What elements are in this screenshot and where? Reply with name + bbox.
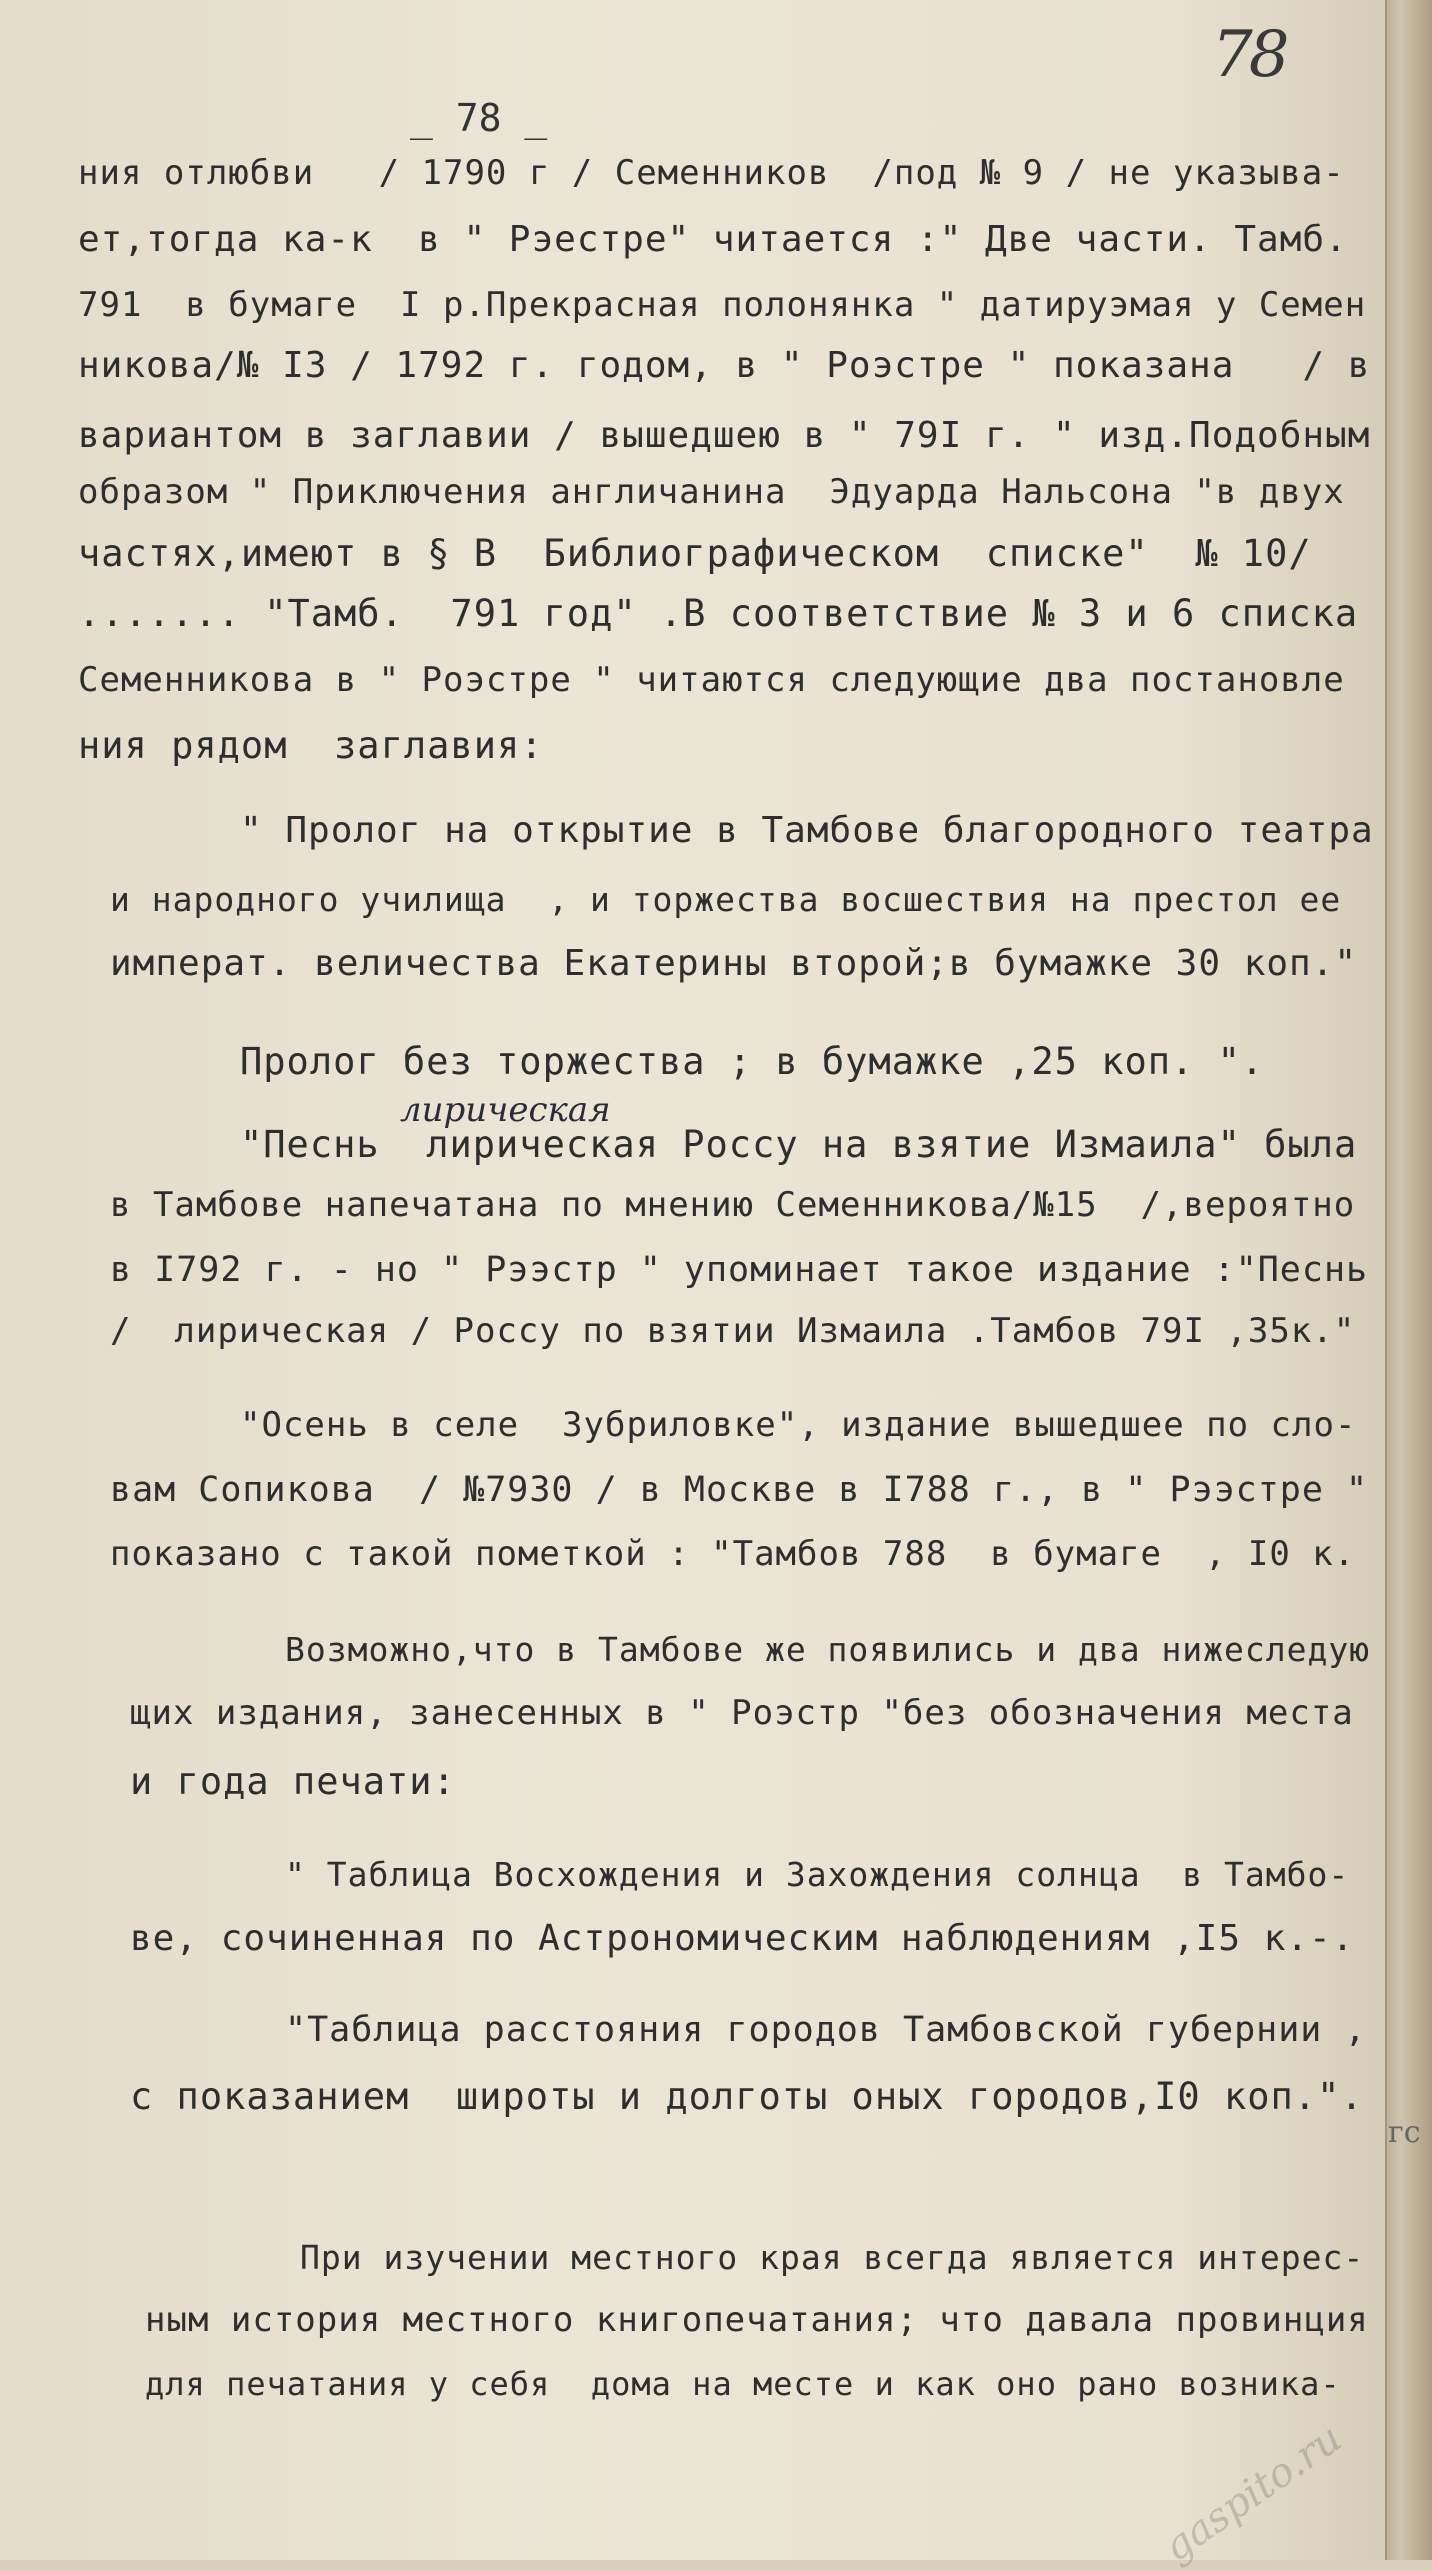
text-line: "Осень в селе Зубриловке", издание вышедшее по сло-	[240, 1405, 1357, 1445]
text-line: " Таблица Восхождения и Захождения солнца в Тамбо-	[285, 1855, 1350, 1894]
text-line: в Тамбове напечатана по мнению Семенникова/№15 /,вероятно	[110, 1185, 1356, 1225]
text-line: / лирическая / Россу по взятии Измаила .Тамбов 79I ,35к."	[110, 1311, 1356, 1351]
margin-mark: гс	[1388, 2115, 1421, 2150]
page-number: _ 78 _	[410, 96, 548, 140]
text-line: частях,имеют в § В Библиографическом списке" № 10/	[78, 532, 1312, 575]
text-line: показано с такой пометкой : "Тамбов 788 в бумаге , I0 к.	[110, 1534, 1356, 1574]
text-line: ве, сочиненная по Астрономическим наблюдениям ,I5 к.-.	[130, 1918, 1355, 1959]
text-line: образом " Приключения англичанина Эдуарда Нальсона "в двух	[78, 472, 1345, 512]
text-line: "Песнь лирическая Россу на взятие Измаила" была	[240, 1123, 1358, 1166]
text-line: с показанием широты и долготы оных городов,I0 коп.".	[130, 2075, 1364, 2118]
text-line: ....... "Тамб. 791 год" .В соответствие № 3 и 6 списка	[78, 592, 1359, 635]
text-line: ния рядом заглавия:	[78, 724, 544, 767]
text-line: щих издания, занесенных в " Роэстр "без обозначения места	[130, 1693, 1354, 1733]
text-line: " Пролог на открытие в Тамбове благородного театра	[240, 810, 1374, 851]
text-line: При изучении местного края всегда является интерес-	[300, 2238, 1365, 2277]
text-line: Семенникова в " Роэстре " читаются следующие два постановле	[78, 660, 1345, 700]
handwritten-insert: лирическая	[400, 1090, 611, 1130]
text-line: и года печати:	[130, 1760, 456, 1803]
text-line: вариантом в заглавии / вышедшею в " 79I г. " изд.Подобным	[78, 415, 1371, 456]
text-line: императ. величества Екатерины второй;в бумажке 30 коп."	[110, 943, 1358, 984]
text-line: никова/№ I3 / 1792 г. годом, в " Роэстре " показана / в	[78, 345, 1371, 386]
text-line: 791 в бумаге I р.Прекрасная полонянка " датируэмая у Семен	[78, 285, 1367, 325]
text-line: "Таблица расстояния городов Тамбовской губернии ,	[285, 2010, 1367, 2050]
page-edge	[1385, 0, 1432, 2560]
text-line: ния отлюбви / 1790 г / Семенников /под № 9 / не указыва-	[78, 153, 1345, 193]
text-line: Возможно,что в Тамбове же появились и два нижеследую	[285, 1630, 1371, 1669]
text-line: в I792 г. - но " Рээстр " упоминает такое издание :"Песнь	[110, 1250, 1369, 1290]
text-line: и народного училища , и торжества восшествия на престол ее	[110, 880, 1342, 919]
folio-number: 78	[1212, 18, 1286, 92]
text-line: Пролог без торжества ; в бумажке ,25 коп. ".	[240, 1040, 1265, 1083]
watermark: gaspito.ru	[1155, 2415, 1351, 2571]
text-line: вам Сопикова / №7930 / в Москве в I788 г., в " Рээстре "	[110, 1470, 1369, 1510]
text-line: ет,тогда ка-к в " Рэестре" читается :" Две части. Тамб.	[78, 219, 1348, 260]
text-line: для печатания у себя дома на месте и как оно рано возника-	[145, 2365, 1341, 2403]
text-line: ным история местного книгопечатания; что давала провинция	[145, 2300, 1369, 2340]
